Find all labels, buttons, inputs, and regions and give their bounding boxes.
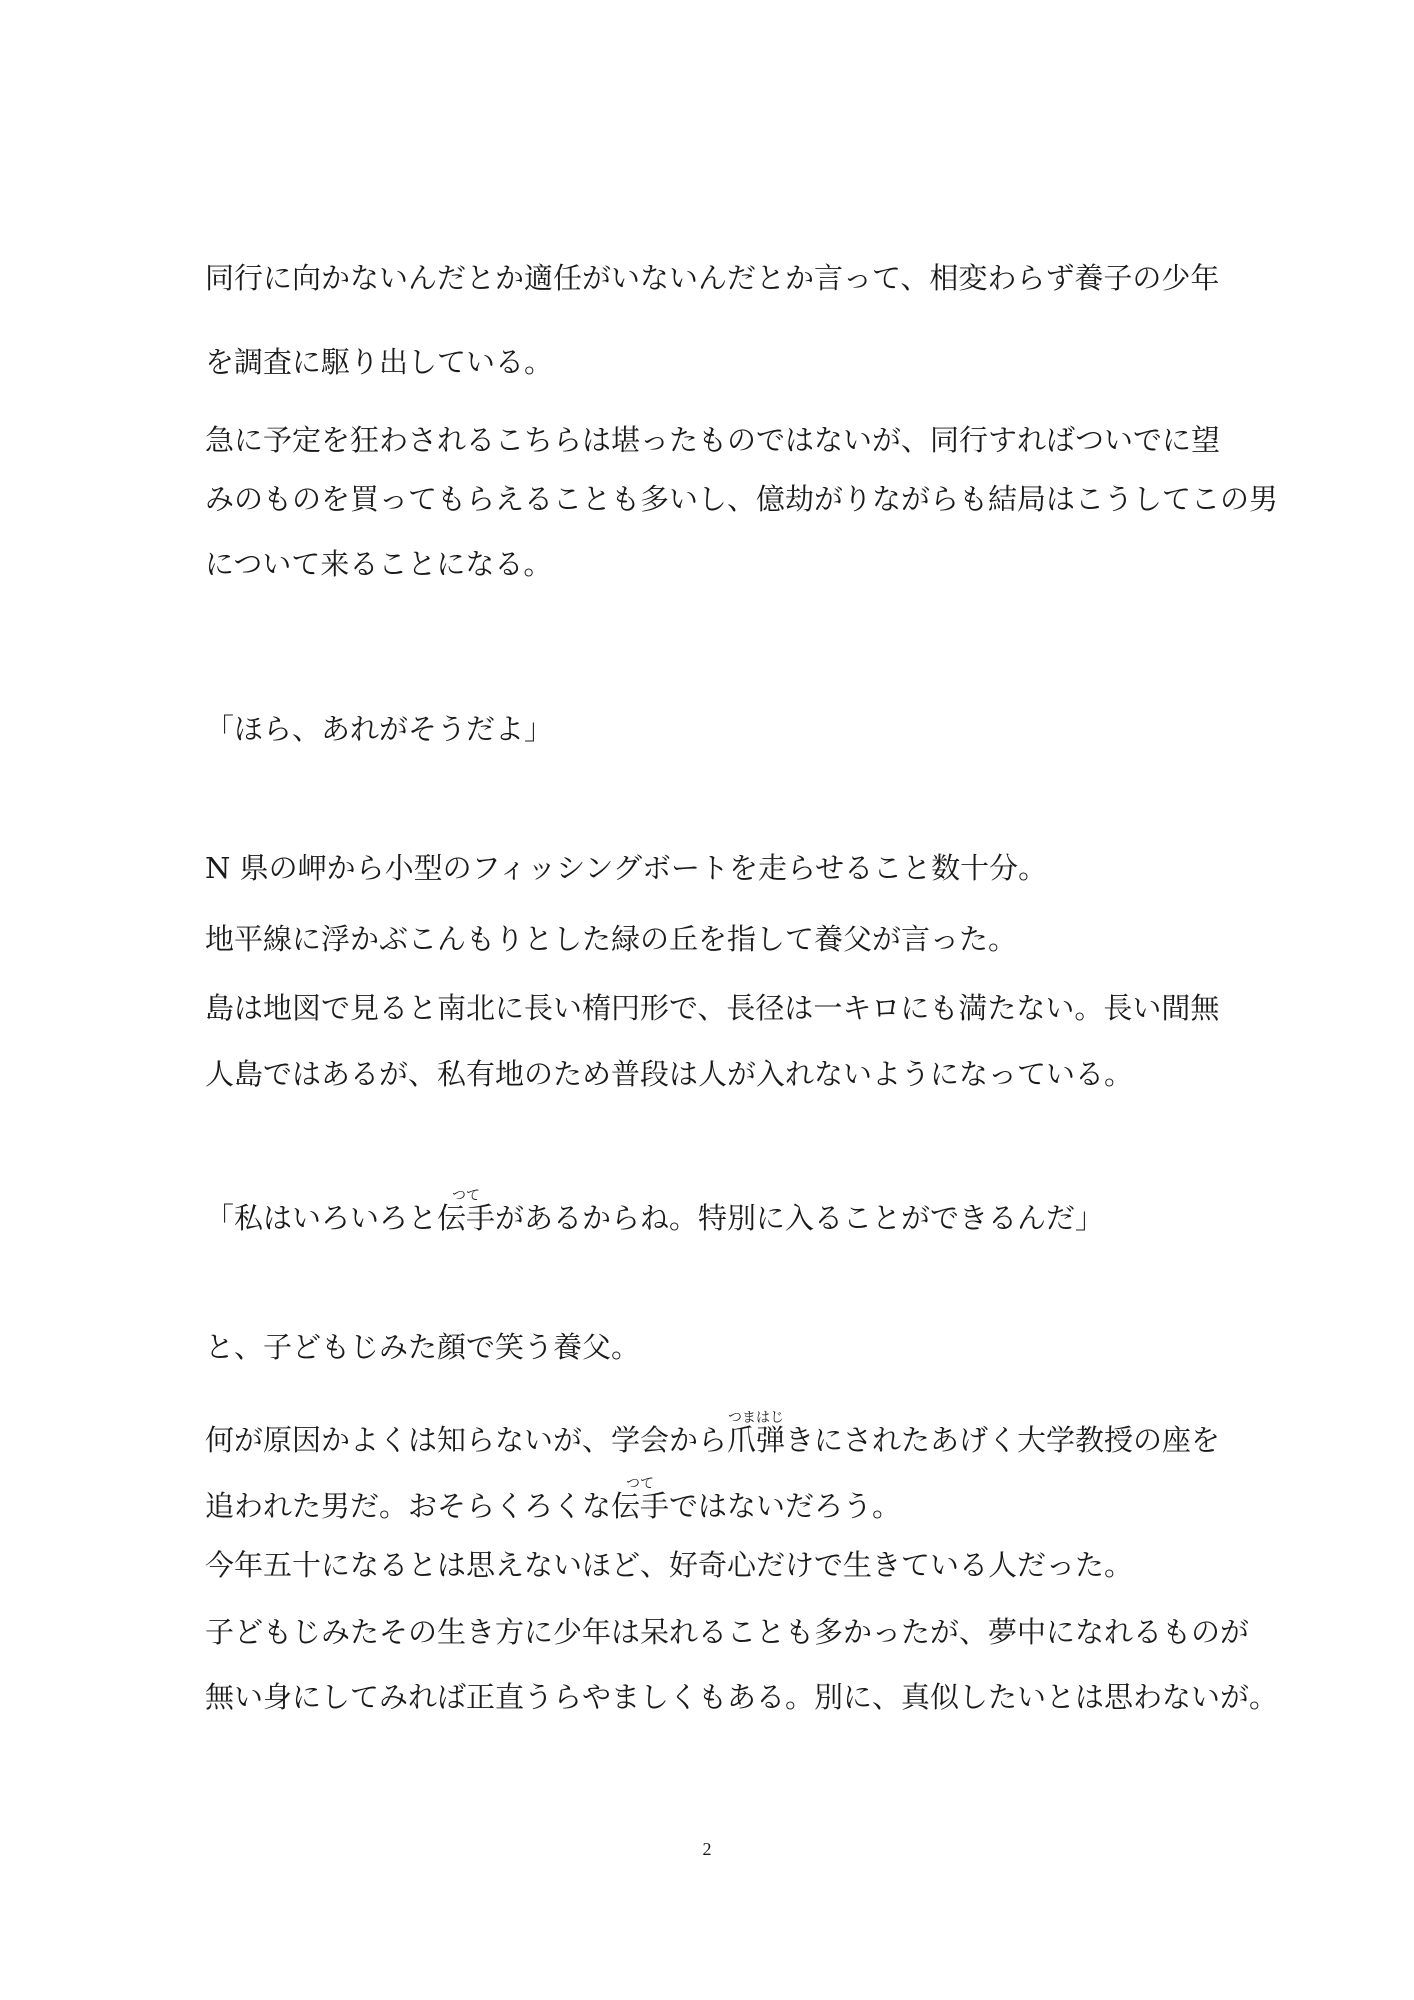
ruby-word [611,1476,670,1523]
text-segment: ではないだろう。 [669,1489,902,1523]
ruby-base: 伝手 [611,1489,670,1523]
body-line: 島は地図で見ると南北に長い楕円形で、長径は一キロにも満たない。長い間無 [205,991,1220,1025]
ruby-base: 爪弾 [727,1423,786,1457]
body-line [205,1476,1215,1526]
text-segment: 「私はいろいろと [205,1201,438,1235]
page-number: 2 [702,1839,712,1859]
body-line: 地平線に浮かぶこんもりとした緑の丘を指して養父が言った。 [205,922,1018,956]
body-line: 今年五十になるとは思えないほど、好奇心だけで生きている人だった。 [205,1548,1134,1582]
text-segment: 何が原因かよくは知らないが、学会から [205,1423,728,1457]
body-line: 急に予定を狂わされるこちらは堪ったものではないが、同行すればついでに望 [205,423,1221,457]
text-segment: があるからね。特別に入ることができるんだ」 [495,1201,1105,1235]
body-line: を調査に駆り出している。 [205,345,554,379]
body-line: 同行に向かないんだとか適任がいないんだとか言って、相変わらず養子の少年 [205,261,1220,295]
body-line: 子どもじみたその生き方に少年は呆れることも多かったが、夢中になれるものが [205,1615,1250,1649]
ruby-word [437,1188,496,1235]
body-line: みのものを買ってもらえることも多いし、億劫がりながらも結局はこうしてこの男 [205,482,1279,516]
dialogue-line: 「ほら、あれがそうだよ」 [205,712,554,746]
body-line: と、子どもじみた顔で笑う養父。 [205,1330,641,1364]
ruby-word [727,1410,786,1457]
body-line: N 県の岬から小型のフィッシングボートを走らせること数十分。 [205,851,1048,885]
dialogue-line [205,1188,1215,1238]
ruby-base: 伝手 [437,1201,496,1235]
ruby-reading: つて [611,1476,670,1492]
ruby-reading: つて [437,1188,496,1204]
body-line [205,1410,1221,1460]
body-line: について来ることになる。 [205,547,553,581]
body-line: 無い身にしてみれば正直うらやましくもある。別に、真似したいとは思わないが。 [205,1680,1279,1714]
body-line: 人島ではあるが、私有地のため普段は人が入れないようになっている。 [205,1057,1134,1091]
text-segment: きにされたあげく大学教授の座を [785,1423,1221,1457]
ruby-reading: つまはじ [727,1410,786,1426]
text-segment: 追われた男だ。おそらくろくな [205,1489,612,1523]
